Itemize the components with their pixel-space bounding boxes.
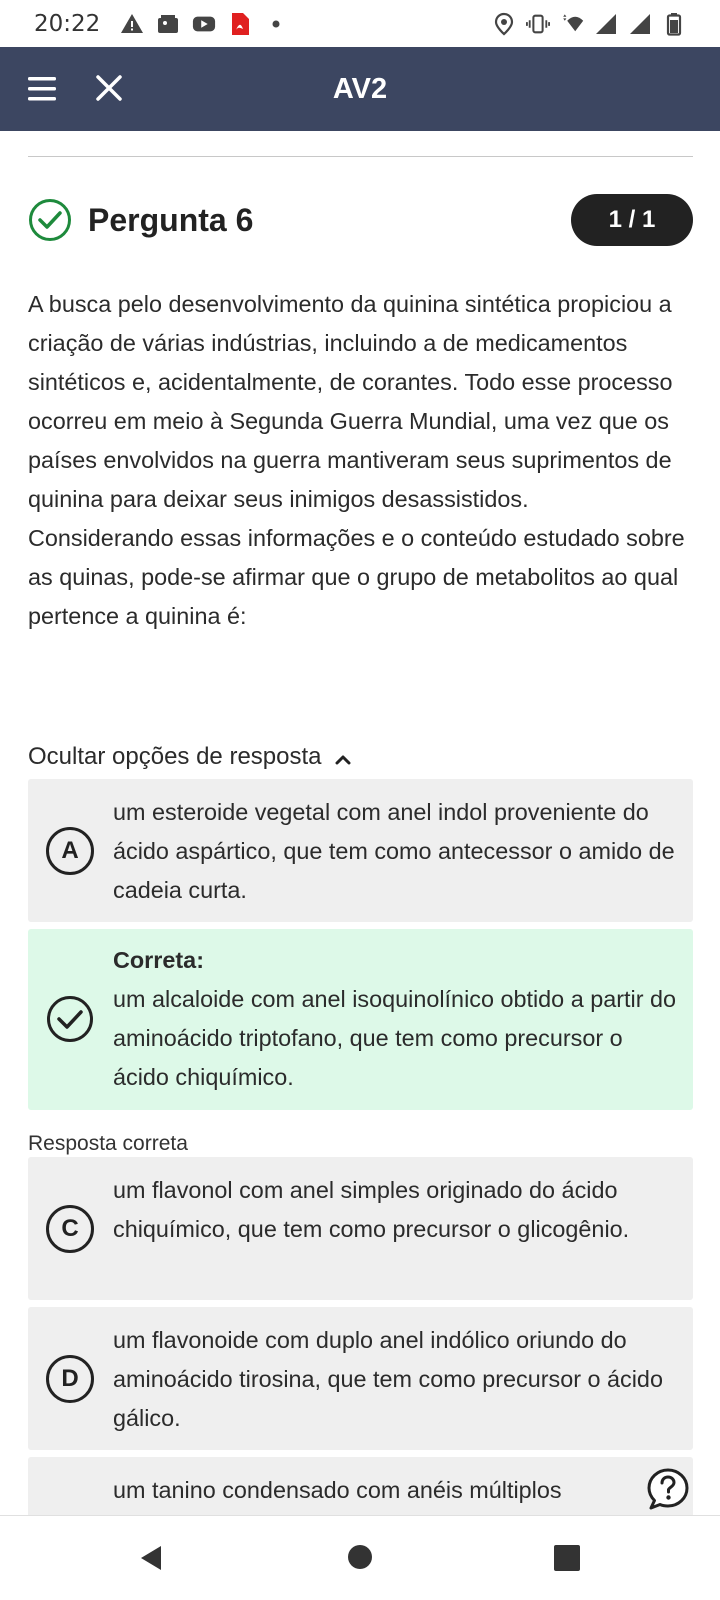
answer-option-d[interactable]	[28, 1307, 693, 1450]
option-letter-badge: D	[46, 1355, 94, 1403]
chevron-up-icon	[334, 748, 352, 766]
option-text: um alcaloide com anel isoquinolínico obtido a partir do aminoácido triptofano, que tem como precursor o ácido chiquímico.	[113, 986, 677, 1090]
signal-icon	[594, 12, 618, 36]
option-text: um esteroide vegetal com anel indol proveniente do ácido aspártico, que tem como antecessor o amido de cadeia curta.	[113, 799, 675, 903]
option-letter-badge: C	[46, 1205, 94, 1253]
answer-option-b-correct[interactable]	[28, 929, 693, 1110]
youtube-icon	[192, 12, 216, 36]
status-time: 20:22	[34, 10, 101, 37]
home-icon[interactable]	[347, 1544, 373, 1570]
check-circle-icon	[46, 995, 94, 1043]
option-letter-badge: A	[46, 827, 94, 875]
toggle-answer-options[interactable]	[28, 739, 352, 775]
wifi-icon	[560, 12, 584, 36]
location-icon	[492, 12, 516, 36]
toggle-label: Ocultar opções de resposta	[28, 743, 322, 770]
app-bar	[0, 47, 720, 131]
signal-icon	[628, 12, 652, 36]
correct-answer-caption: Resposta correta	[28, 1132, 188, 1155]
question-paragraph: Considerando essas informações e o conteúdo estudado sobre as quinas, pode-se afirmar que o grupo de metabolitos ao qual pertence a quinina é:	[28, 525, 685, 629]
notification-icons	[120, 12, 288, 36]
page-title: AV2	[332, 73, 388, 105]
divider	[28, 156, 693, 157]
check-circle-icon	[28, 198, 72, 242]
answer-option-a[interactable]	[28, 779, 693, 922]
option-text: um tanino condensado com anéis múltiplos	[113, 1477, 562, 1503]
status-bar	[0, 0, 720, 47]
system-nav-bar	[0, 1515, 720, 1600]
question-text	[28, 285, 693, 636]
option-text-block	[113, 941, 683, 1097]
correct-label: Correta:	[113, 947, 204, 973]
vibrate-icon	[526, 12, 550, 36]
answer-option-c[interactable]	[28, 1157, 693, 1300]
recent-apps-icon[interactable]	[553, 1544, 581, 1572]
back-icon[interactable]	[135, 1542, 167, 1574]
question-title: Pergunta 6	[88, 201, 254, 238]
battery-icon	[662, 12, 686, 36]
option-text: um flavonoide com duplo anel indólico oriundo do aminoácido tirosina, que tem como precursor o ácido gálico.	[113, 1327, 663, 1431]
option-text: um flavonol com anel simples originado do ácido chiquímico, que tem como precursor o glicogênio.	[113, 1177, 630, 1242]
question-header	[28, 193, 693, 247]
answer-option-e[interactable]	[28, 1457, 693, 1515]
dot-icon	[264, 12, 288, 36]
help-icon[interactable]	[646, 1467, 690, 1511]
pdf-icon	[228, 12, 252, 36]
system-icons	[492, 12, 686, 36]
score-badge: 1 / 1	[571, 194, 693, 246]
gallery-icon	[156, 12, 180, 36]
warning-icon	[120, 12, 144, 36]
question-paragraph: A busca pelo desenvolvimento da quinina sintética propiciou a criação de várias indústrias, incluindo a de medicamentos sintéticos e, acidentalmente, de corantes. Todo esse processo ocorreu em meio à Segunda Guerra Mundial, uma vez que os países envolvidos na guerra mantiveram seus suprimentos de quinina para deixar seus inimigos desassistidos.	[28, 291, 673, 512]
